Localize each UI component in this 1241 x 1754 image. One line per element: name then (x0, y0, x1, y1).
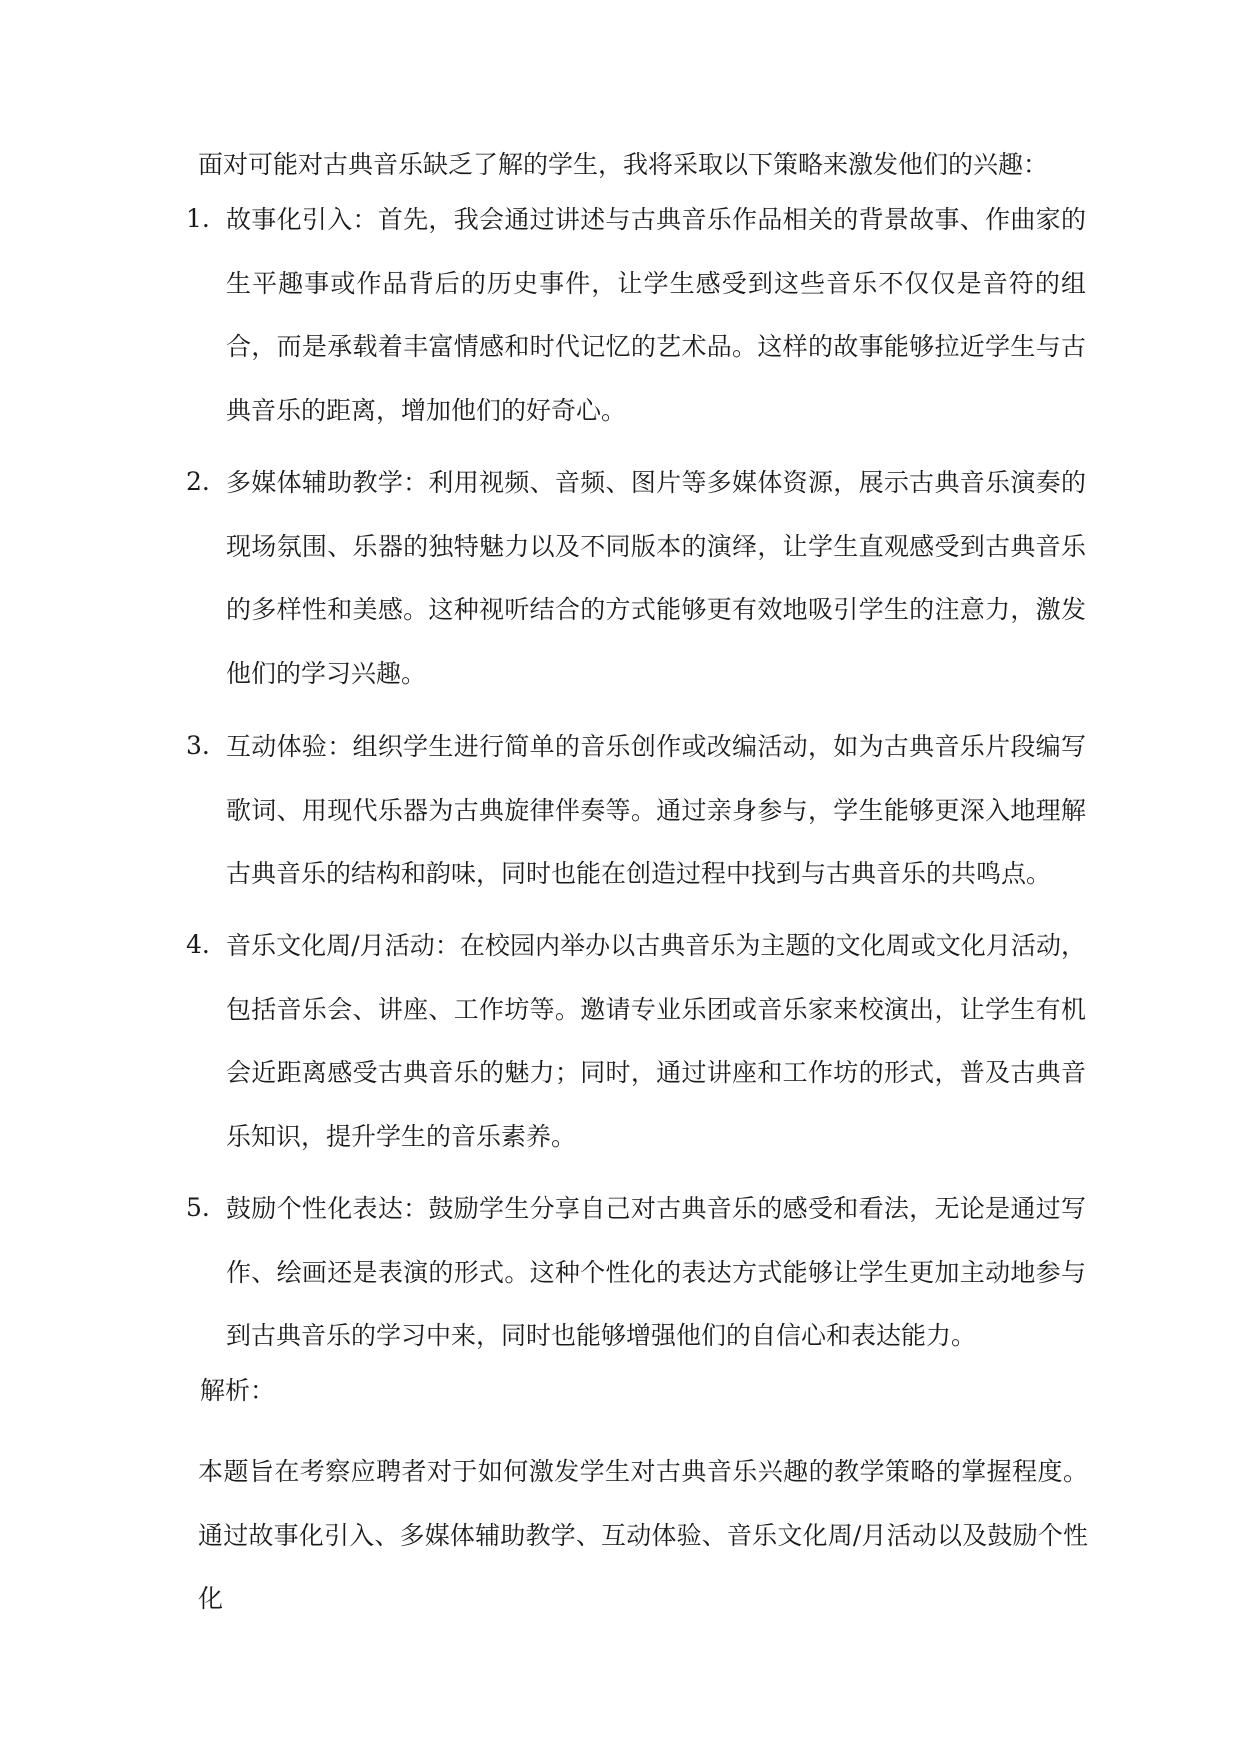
analysis-paragraph: 本题旨在考察应聘者对于如何激发学生对古典音乐兴趣的教学策略的掌握程度。通过故事化引入、多媒体辅助教学、互动体验、音乐文化周/月活动以及鼓励个性化 (198, 1457, 1088, 1613)
list-item-number: 1. (186, 204, 210, 233)
list-item-text: 互动体验：组织学生进行简单的音乐创作或改编活动，如为古典音乐片段编写歌词、用现代乐器为古典旋律伴奏等。通过亲身参与，学生能够更深入地理解古典音乐的结构和韵味，同时也能在创造过程中找到与古典音乐的共鸣点。 (226, 732, 1086, 888)
list-item-number: 2. (186, 467, 210, 496)
list-item-number: 4. (186, 930, 210, 959)
list-item-number: 3. (186, 731, 210, 760)
list-item-number: 5. (186, 1193, 210, 1222)
intro-paragraph: 面对可能对古典音乐缺乏了解的学生，我将采取以下策略来激发他们的兴趣： (198, 150, 1049, 179)
analysis-label: 解析： (200, 1376, 276, 1405)
list-item-text: 多媒体辅助教学：利用视频、音频、图片等多媒体资源，展示古典音乐演奏的现场氛围、乐器的独特魅力以及不同版本的演绎，让学生直观感受到古典音乐的多样性和美感。这种视听结合的方式能够更有效地吸引学生的注意力，激发他们的学习兴趣。 (226, 468, 1086, 688)
list-item-text: 故事化引入：首先，我会通过讲述与古典音乐作品相关的背景故事、作曲家的生平趣事或作品背后的历史事件，让学生感受到这些音乐不仅仅是音符的组合，而是承载着丰富情感和时代记忆的艺术品。这样的故事能够拉近学生与古典音乐的距离，增加他们的好奇心。 (226, 205, 1086, 425)
list-item-text: 鼓励个性化表达：鼓励学生分享自己对古典音乐的感受和看法，无论是通过写作、绘画还是表演的形式。这种个性化的表达方式能够让学生更加主动地参与到古典音乐的学习中来，同时也能够增强他们的自信心和表达能力。 (226, 1194, 1086, 1350)
list-item-text: 音乐文化周/月活动：在校园内举办以古典音乐为主题的文化周或文化月活动，包括音乐会、讲座、工作坊等。邀请专业乐团或音乐家来校演出，让学生有机会近距离感受古典音乐的魅力；同时，通过讲座和工作坊的形式，普及古典音乐知识，提升学生的音乐素养。 (226, 931, 1086, 1151)
